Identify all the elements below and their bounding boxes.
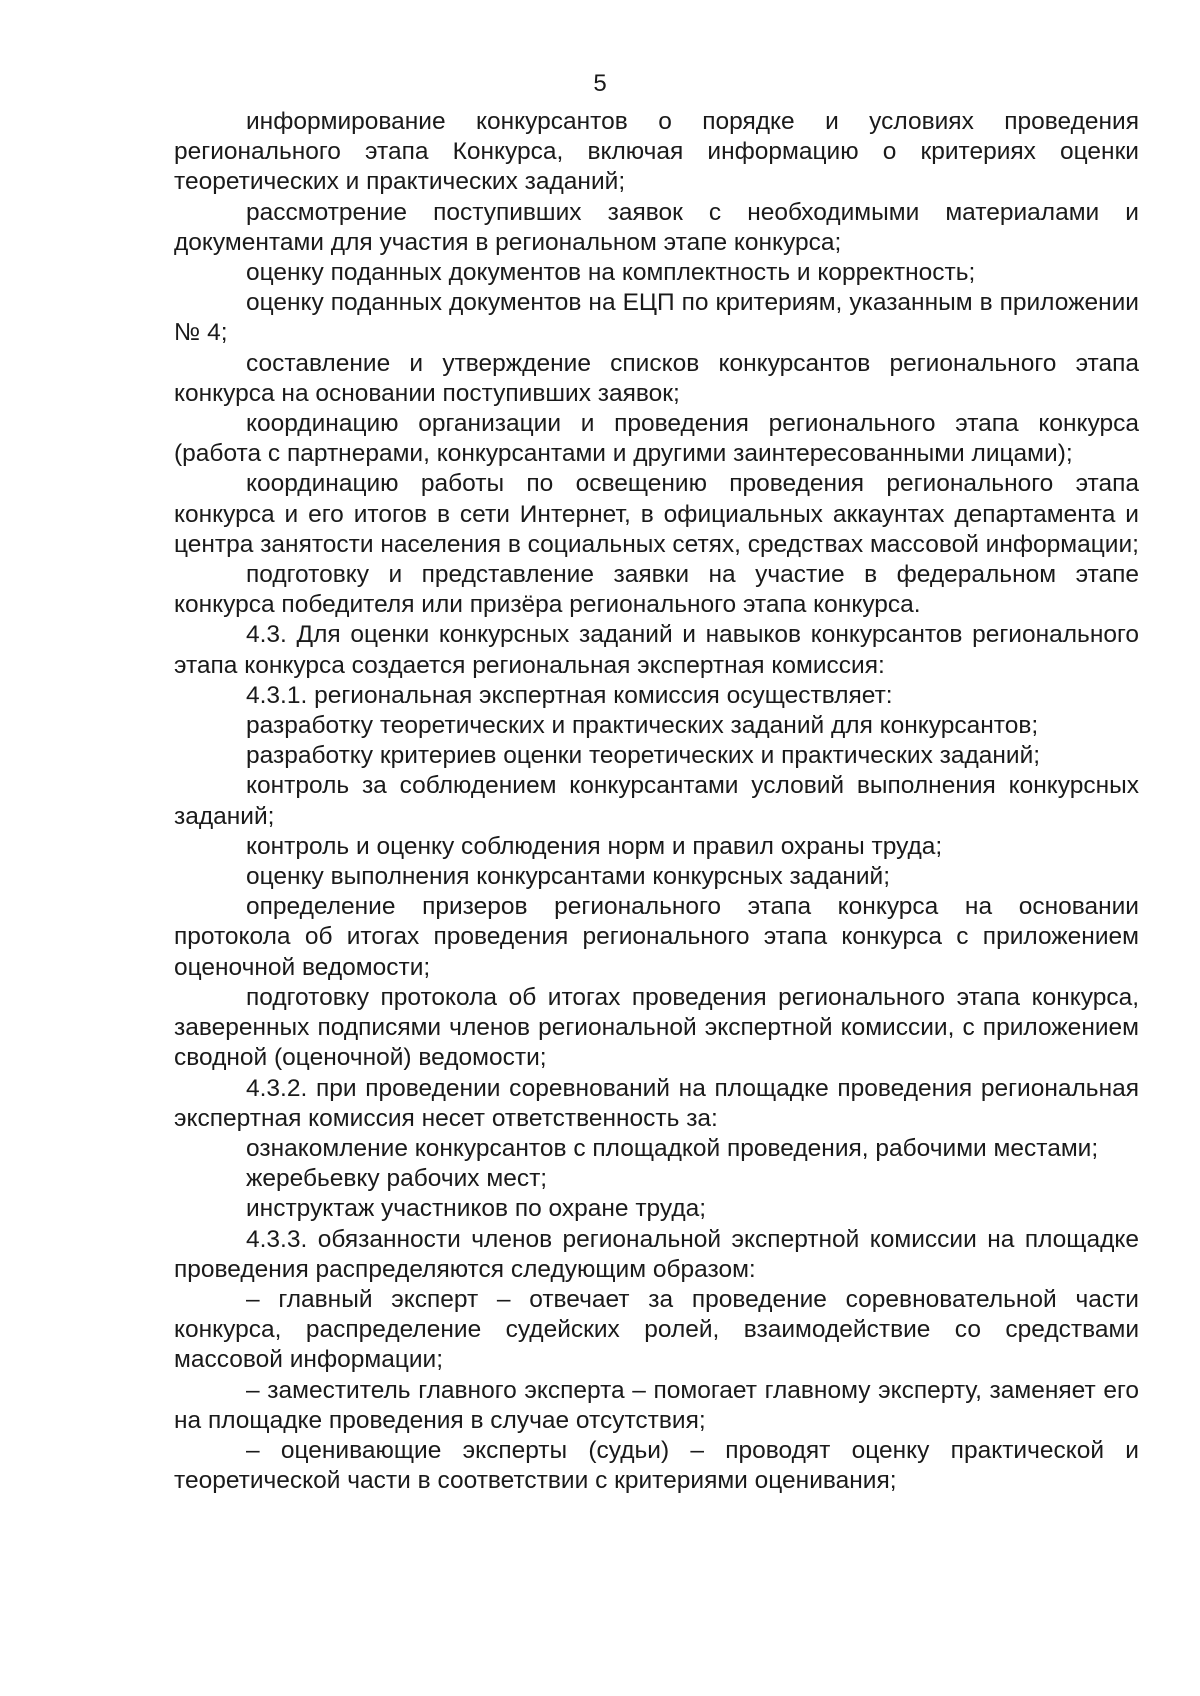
list-item: – оценивающие эксперты (судьи) – проводят оценку практической и теоретической части в соответствии с критериями оценивания; [174, 1436, 1139, 1495]
paragraph: подготовку и представление заявки на участие в федеральном этапе конкурса победителя или призёра регионального этапа конкурса. [174, 561, 1139, 619]
list-item: – заместитель главного эксперта – помогает главному эксперту, заменяет его на площадке проведения в случае отсутствия; [174, 1376, 1139, 1434]
paragraph: оценку поданных документов на ЕЦП по критериям, указанным в приложении № 4; [174, 289, 1139, 347]
paragraph: координацию работы по освещению проведения регионального этапа конкурса и его итогов в сети Интернет, в официальных аккаунтах департамента и центра занятости населения в социальных сетях, средствах массовой информации; [174, 470, 1139, 558]
document-body [174, 107, 1139, 1496]
paragraph: жеребьевку рабочих мест; [246, 1165, 548, 1193]
list-item: – главный эксперт – отвечает за проведение соревновательной части конкурса, распределение судейских ролей, взаимодействие со средствами массовой информации; [174, 1285, 1139, 1374]
page-number: 5 [593, 70, 607, 97]
paragraph: оценку поданных документов на комплектность и корректность; [246, 259, 976, 287]
paragraph: разработку критериев оценки теоретических и практических заданий; [246, 742, 1041, 770]
paragraph: информирование конкурсантов о порядке и условиях проведения регионального этапа Конкурса, включая информацию о критериях оценки теоретических и практических заданий; [174, 108, 1139, 196]
section-4-3-1: 4.3.1. региональная экспертная комиссия осуществляет: [246, 681, 893, 709]
paragraph: определение призеров регионального этапа конкурса на основании протокола об итогах проведения регионального этапа конкурса с приложением оценочной ведомости; [174, 893, 1139, 981]
section-4-3-3: 4.3.3. обязанности членов региональной экспертной комиссии на площадке проведения распределяются следующим образом: [174, 1225, 1139, 1283]
paragraph: разработку теоретических и практических заданий для конкурсантов; [246, 712, 1039, 740]
paragraph: инструктаж участников по охране труда; [246, 1195, 707, 1223]
paragraph: контроль за соблюдением конкурсантами условий выполнения конкурсных заданий; [174, 772, 1139, 830]
section-4-3: 4.3. Для оценки конкурсных заданий и навыков конкурсантов регионального этапа конкурса создается региональная экспертная комиссия: [174, 621, 1139, 679]
paragraph: ознакомление конкурсантов с площадкой проведения, рабочими местами; [246, 1134, 1099, 1162]
paragraph: рассмотрение поступивших заявок с необходимыми материалами и документами для участия в региональном этапе конкурса; [174, 198, 1139, 256]
paragraph: контроль и оценку соблюдения норм и правил охраны труда; [246, 832, 943, 860]
section-4-3-2: 4.3.2. при проведении соревнований на площадке проведения региональная экспертная комиссия несет ответственность за: [174, 1074, 1139, 1132]
paragraph: подготовку протокола об итогах проведения регионального этапа конкурса, заверенных подписями членов региональной экспертной комиссии, с приложением сводной (оценочной) ведомости; [174, 983, 1139, 1072]
paragraph: оценку выполнения конкурсантами конкурсных заданий; [246, 863, 891, 891]
paragraph: составление и утверждение списков конкурсантов регионального этапа конкурса на основании поступивших заявок; [174, 349, 1139, 407]
paragraph: координацию организации и проведения регионального этапа конкурса (работа с партнерами, конкурсантами и другими заинтересованными лицами); [174, 410, 1139, 468]
